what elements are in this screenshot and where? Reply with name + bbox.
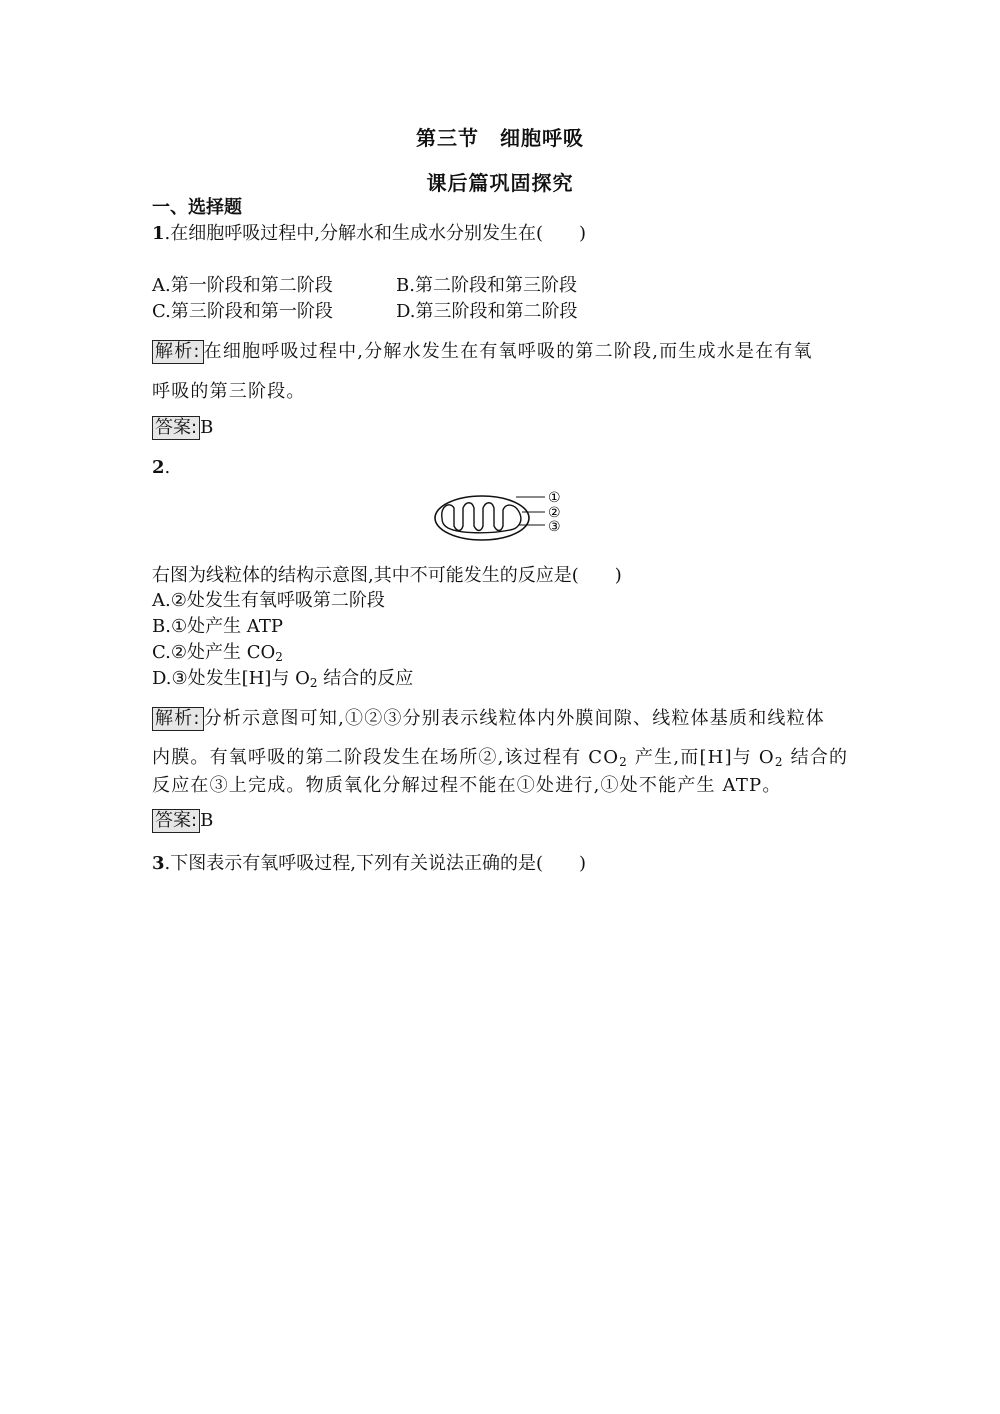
mitochondrion-inner-membrane [442, 503, 521, 533]
answer-label-box: 答案: [152, 809, 200, 833]
analysis-line-2-subscript-1: 2 [619, 755, 629, 769]
question-3-stem: .下图表示有氧呼吸过程,下列有关说法正确的是( ) [164, 853, 587, 874]
question-2-option-d [152, 664, 413, 690]
question-1-answer [152, 416, 213, 440]
question-1-option-c: C.第三阶段和第一阶段 [152, 301, 333, 322]
question-1-stem: .在细胞呼吸过程中,分解水和生成水分别发生在( ) [164, 223, 587, 244]
section-heading: 一、选择题 [152, 197, 242, 218]
question-3-number: 3 [152, 853, 165, 874]
question-1-option-d: D.第三阶段和第二阶段 [396, 301, 578, 322]
question-3 [152, 849, 586, 875]
question-2-option-c [152, 638, 283, 664]
question-2-option-d-subscript: 2 [309, 676, 318, 690]
question-1 [152, 219, 586, 245]
analysis-line-2-part-3: 结合的 [783, 747, 849, 768]
question-2-analysis-line-2 [152, 743, 848, 769]
question-2-analysis-line-3: 反应在③上完成。物质氧化分解过程不能在①处进行,①处不能产生 ATP。 [152, 775, 782, 796]
analysis-line-2-part-2: 产生,而[H]与 O [628, 747, 775, 768]
question-1-option-a: A.第一阶段和第二阶段 [152, 275, 333, 296]
question-2-number: 2 [152, 457, 165, 478]
question-1-analysis-line-2: 呼吸的第三阶段。 [152, 381, 306, 402]
figure-label-2: ② [548, 505, 561, 521]
question-2-stem: 右图为线粒体的结构示意图,其中不可能发生的反应是( ) [152, 565, 622, 586]
figure-label-1: ① [548, 490, 561, 506]
question-1-analysis [152, 337, 813, 364]
question-2-answer [152, 809, 213, 833]
analysis-line-2-subscript-2: 2 [774, 755, 784, 769]
question-2-header [152, 457, 170, 478]
question-1-options-row-2 [152, 297, 578, 323]
question-2-answer-value: B [200, 810, 214, 831]
page-subtitle: 课后篇巩固探究 [426, 171, 574, 195]
question-2-option-d-text-end: 结合的反应 [317, 668, 414, 689]
analysis-line-2-part-1: 内膜。有氧呼吸的第二阶段发生在场所②,该过程有 CO [152, 747, 620, 768]
question-1-option-b: B.第二阶段和第三阶段 [396, 275, 577, 296]
question-2-analysis [152, 704, 825, 731]
answer-label-box: 答案: [152, 416, 200, 440]
question-2-option-c-text: C.②处产生 CO [152, 642, 276, 663]
question-1-number: 1 [152, 223, 165, 244]
page-title: 第三节 细胞呼吸 [416, 126, 584, 150]
mitochondrion-diagram [430, 488, 575, 546]
question-2-number-dot: . [164, 457, 171, 478]
question-2-option-d-text: D.③处发生[H]与 O [152, 668, 310, 689]
figure-label-3: ③ [548, 519, 561, 535]
question-1-options-row-1 [152, 271, 577, 297]
analysis-label-box: 解析: [152, 340, 204, 364]
question-1-answer-value: B [200, 417, 214, 438]
question-2-option-a: A.②处发生有氧呼吸第二阶段 [152, 590, 385, 611]
question-2-option-b: B.①处产生 ATP [152, 616, 283, 637]
question-2-analysis-line-1: 分析示意图可知,①②③分别表示线粒体内外膜间隙、线粒体基质和线粒体 [203, 708, 825, 729]
analysis-label-box: 解析: [152, 707, 204, 731]
question-2-option-c-subscript: 2 [275, 650, 283, 664]
question-1-analysis-line-1: 在细胞呼吸过程中,分解水发生在有氧呼吸的第二阶段,而生成水是在有氧 [203, 341, 813, 362]
